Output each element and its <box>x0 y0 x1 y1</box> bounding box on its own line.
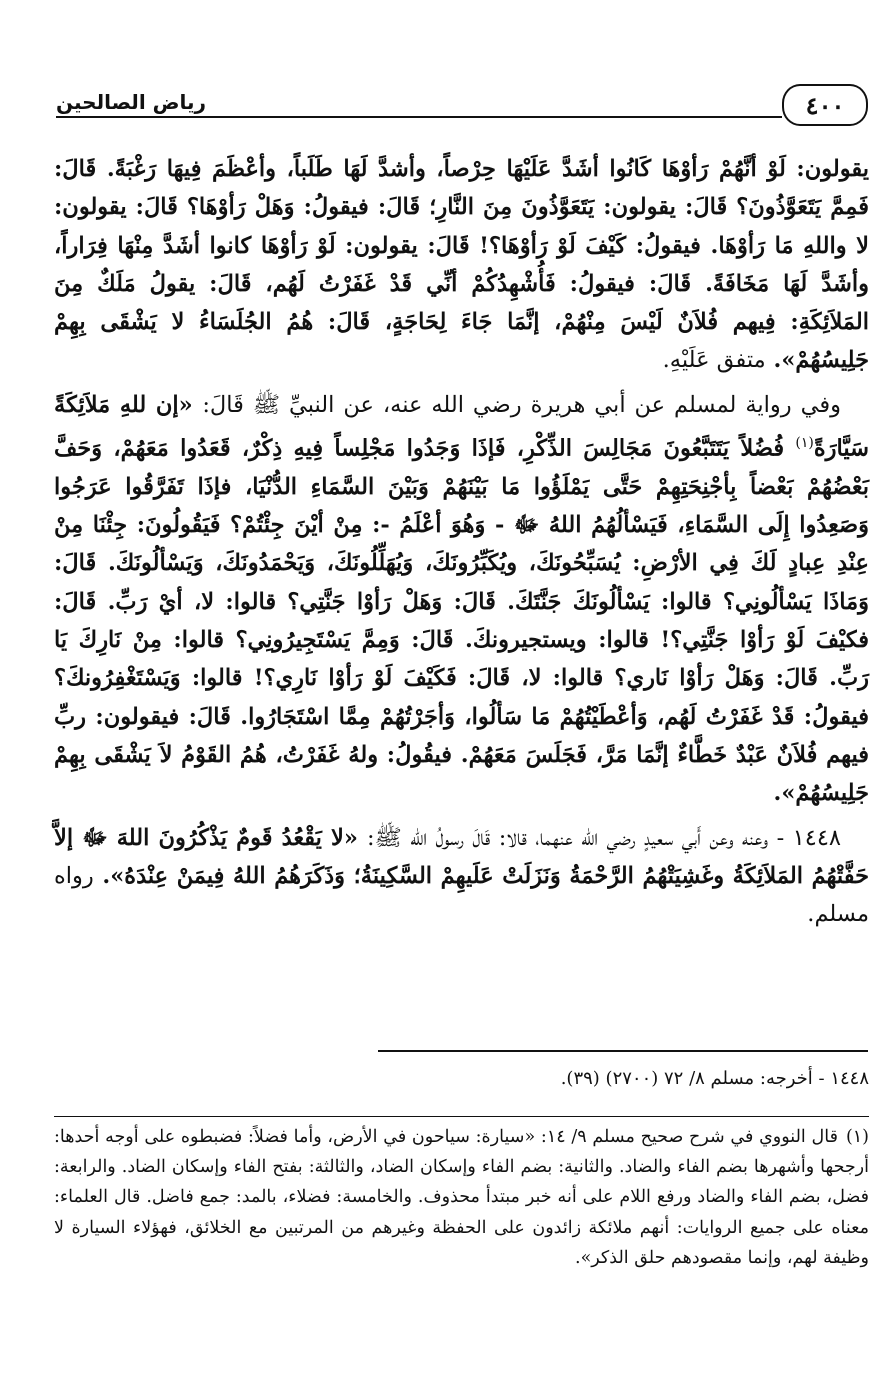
footnote-separator <box>54 1116 869 1117</box>
paragraph-1-attribution: متفق عَلَيْهِ. <box>662 347 766 374</box>
paragraph-3 <box>54 819 869 934</box>
source-note: ١٤٤٨ - أخرجه: مسلم ٨/ ٧٢ (٢٧٠٠) (٣٩). <box>560 1068 869 1089</box>
paragraph-1-text: يقولون: لَوْ أنَّهُمْ رَأوْهَا كَانُوا أشَدَّ عَلَيْهَا حِرْصاً، وأشدَّ لَهَا طَلَباً، وأعْظَمَ فِيهَا رَغْبَةً. قَالَ: فَمِمَّ يَتَعَوَّذُونَ؟ قَالَ: يقولون: يَتَعَوَّذُونَ مِنَ النَّارِ؛ قَالَ: فيقولُ: وَهَلْ رَأوْهَا؟ قَالَ: يقولون: لا واللهِ مَا رَأوْهَا. فيقولُ: كَيْفَ لَوْ رَأوْهَا؟! قَالَ: يقولون: لَوْ رَأوْهَا كانوا أشَدَّ مِنْهَا فِرَاراً، وأشَدَّ لَهَا مَخَافَةً. قَالَ: فيقولُ: فَأُشْهِدُكُمْ أنِّي قَدْ غَفَرْتُ لَهُم، قَالَ: يقولُ مَلَكٌ مِنَ المَلاَئِكَةِ: فِيهم فُلاَنٌ لَيْسَ مِنْهُمْ، إنَّمَا جَاءَ لِحَاجَةٍ، قَالَ: هُمُ الجُلَسَاءُ لا يَشْقَى بِهِمْ جَلِيسُهُمْ». <box>54 156 869 374</box>
footnote-marker: (١) <box>795 435 814 452</box>
paragraph-2 <box>54 386 869 813</box>
footnote-1 <box>54 1122 869 1273</box>
footnote-text: قال النووي في شرح صحيح مسلم ٩/ ١٤: «سيارة: سياحون في الأرض، وأما فضلاً: فضبطوه على أوجه أحدها: أرجحها وأشهرها بضم الفاء والضاد. والثانية: بضم الفاء وإسكان الضاد، والثالثة: بفتح الفاء وإسكان الضاد. والرابعة: فضل، بضم الفاء والضاد ورفع اللام على أنه خبر مبتدأ محذوف. والخامسة: فضلاء، بالمد: جمع فاضل. قال العلماء: معناه على جميع الروايات: أنهم ملائكة زائدون على الحفظة وغيرهم من المرتبين مع الخلائق، فهؤلاء السيارة لا وظيفة لهم، وإنما مقصودهم حلق الذكر». <box>54 1127 869 1268</box>
paragraph-2-quote-open: «إن للهِ مَلاَئِكَةً سَيَّارَةً <box>54 391 869 462</box>
page-number: ٤٠٠ <box>782 84 868 126</box>
running-title: رياض الصالحين <box>56 90 207 114</box>
paragraph-2-intro: وفي رواية لمسلم عن أبي هريرة رضي الله عنه، عن النبيِّ ﷺ قَالَ: <box>202 391 841 418</box>
hadith-1448-attribution: رواه مسلم. <box>54 862 869 928</box>
header-rule <box>56 116 782 118</box>
notes-separator <box>378 1050 868 1052</box>
main-text <box>54 150 869 933</box>
page-header <box>56 78 868 130</box>
hadith-1448-intro: ١٤٤٨ - وعنه وعن أَبي سعيدٍ رضي الله عنهما، قالا: قَالَ رسولُ الله ﷺ: <box>367 824 841 851</box>
hadith-1448-text: «لا يَقْعُدُ قَومٌ يَذْكُرُونَ اللهَ ﷻ إلاَّ حَفَّتْهُمُ المَلاَئِكَةُ وغَشِيَتْهُمُ الرَّحْمَةُ وَنَزَلَتْ عَلَيهِمْ السَّكِينَةُ؛ وَذَكَرَهُمُ اللهُ فِيمَنْ عِنْدَهُ». <box>54 824 869 889</box>
footnote-number: (١) <box>845 1127 869 1147</box>
paragraph-1 <box>54 150 869 380</box>
paragraph-2-text: فُضُلاً يَتَتَبَّعُونَ مَجَالِسَ الذِّكْرِ، فَإذَا وَجَدُوا مَجْلِساً فِيهِ ذِكْرٌ، قَعَدُوا مَعَهُمْ، وَحَفَّ بَعْضُهُمْ بَعْضاً بِأجْنِحَتِهِمْ حَتَّى يَمْلَؤُوا مَا بَيْنَهُمْ وَبَيْنَ السَّمَاءِ الدُّنْيَا، فإذَا تَفَرَّقُوا عَرَجُوا وَصَعِدُوا إِلَى السَّمَاءِ، فَيَسْألُهُمُ اللهُ ﷻ - وَهُوَ أعْلَمُ -: مِنْ أيْنَ جِئْتُمْ؟ فَيَقُولُونَ: جِئْنَا مِنْ عِنْدِ عِبادٍ لَكَ فِي الأرْضِ: يُسَبِّحُونَكَ، ويُكَبِّرُونَكَ، وَيُهَلِّلُونَكَ، وَيَحْمَدُونَكَ، وَيَسْألُونَكَ. قَالَ: وَمَاذَا يَسْألُونِي؟ قالوا: يَسْألُونَكَ جَنَّتَكَ. قَالَ: وَهَلْ رَأوْا جَنَّتِي؟ قالوا: لا، أيْ رَبِّ. قَالَ: فكيْفَ لَوْ رَأوْا جَنَّتِي؟! قالوا: ويستجيرونكَ. قَالَ: وَمِمَّ يَسْتَجِيرُونِي؟ قالوا: مِنْ نَارِكَ يَا رَبِّ. قَالَ: وَهَلْ رَأوْا نَاري؟ قالوا: لا، قَالَ: فَكَيْفَ لَوْ رَأوْا نَارِي؟! قالوا: وَيَسْتَغْفِرُونكَ؟ فيقولُ: قَدْ غَفَرْتُ لَهُم، وَأعْطَيْتُهُمْ مَا سَألُوا، وَأجَرْتُهُمْ مِمَّا اسْتَجَارُوا. قَالَ: فيقولون: ربِّ فيهم فُلاَنٌ عَبْدٌ خَطَّاءٌ إنَّمَا مَرَّ، فَجَلَسَ مَعَهُمْ. فيقُولُ: ولهُ غَفَرْتُ، هُمُ القَوْمُ لاَ يَشْقَى بِهِمْ جَلِيسُهُمْ». <box>54 435 869 807</box>
